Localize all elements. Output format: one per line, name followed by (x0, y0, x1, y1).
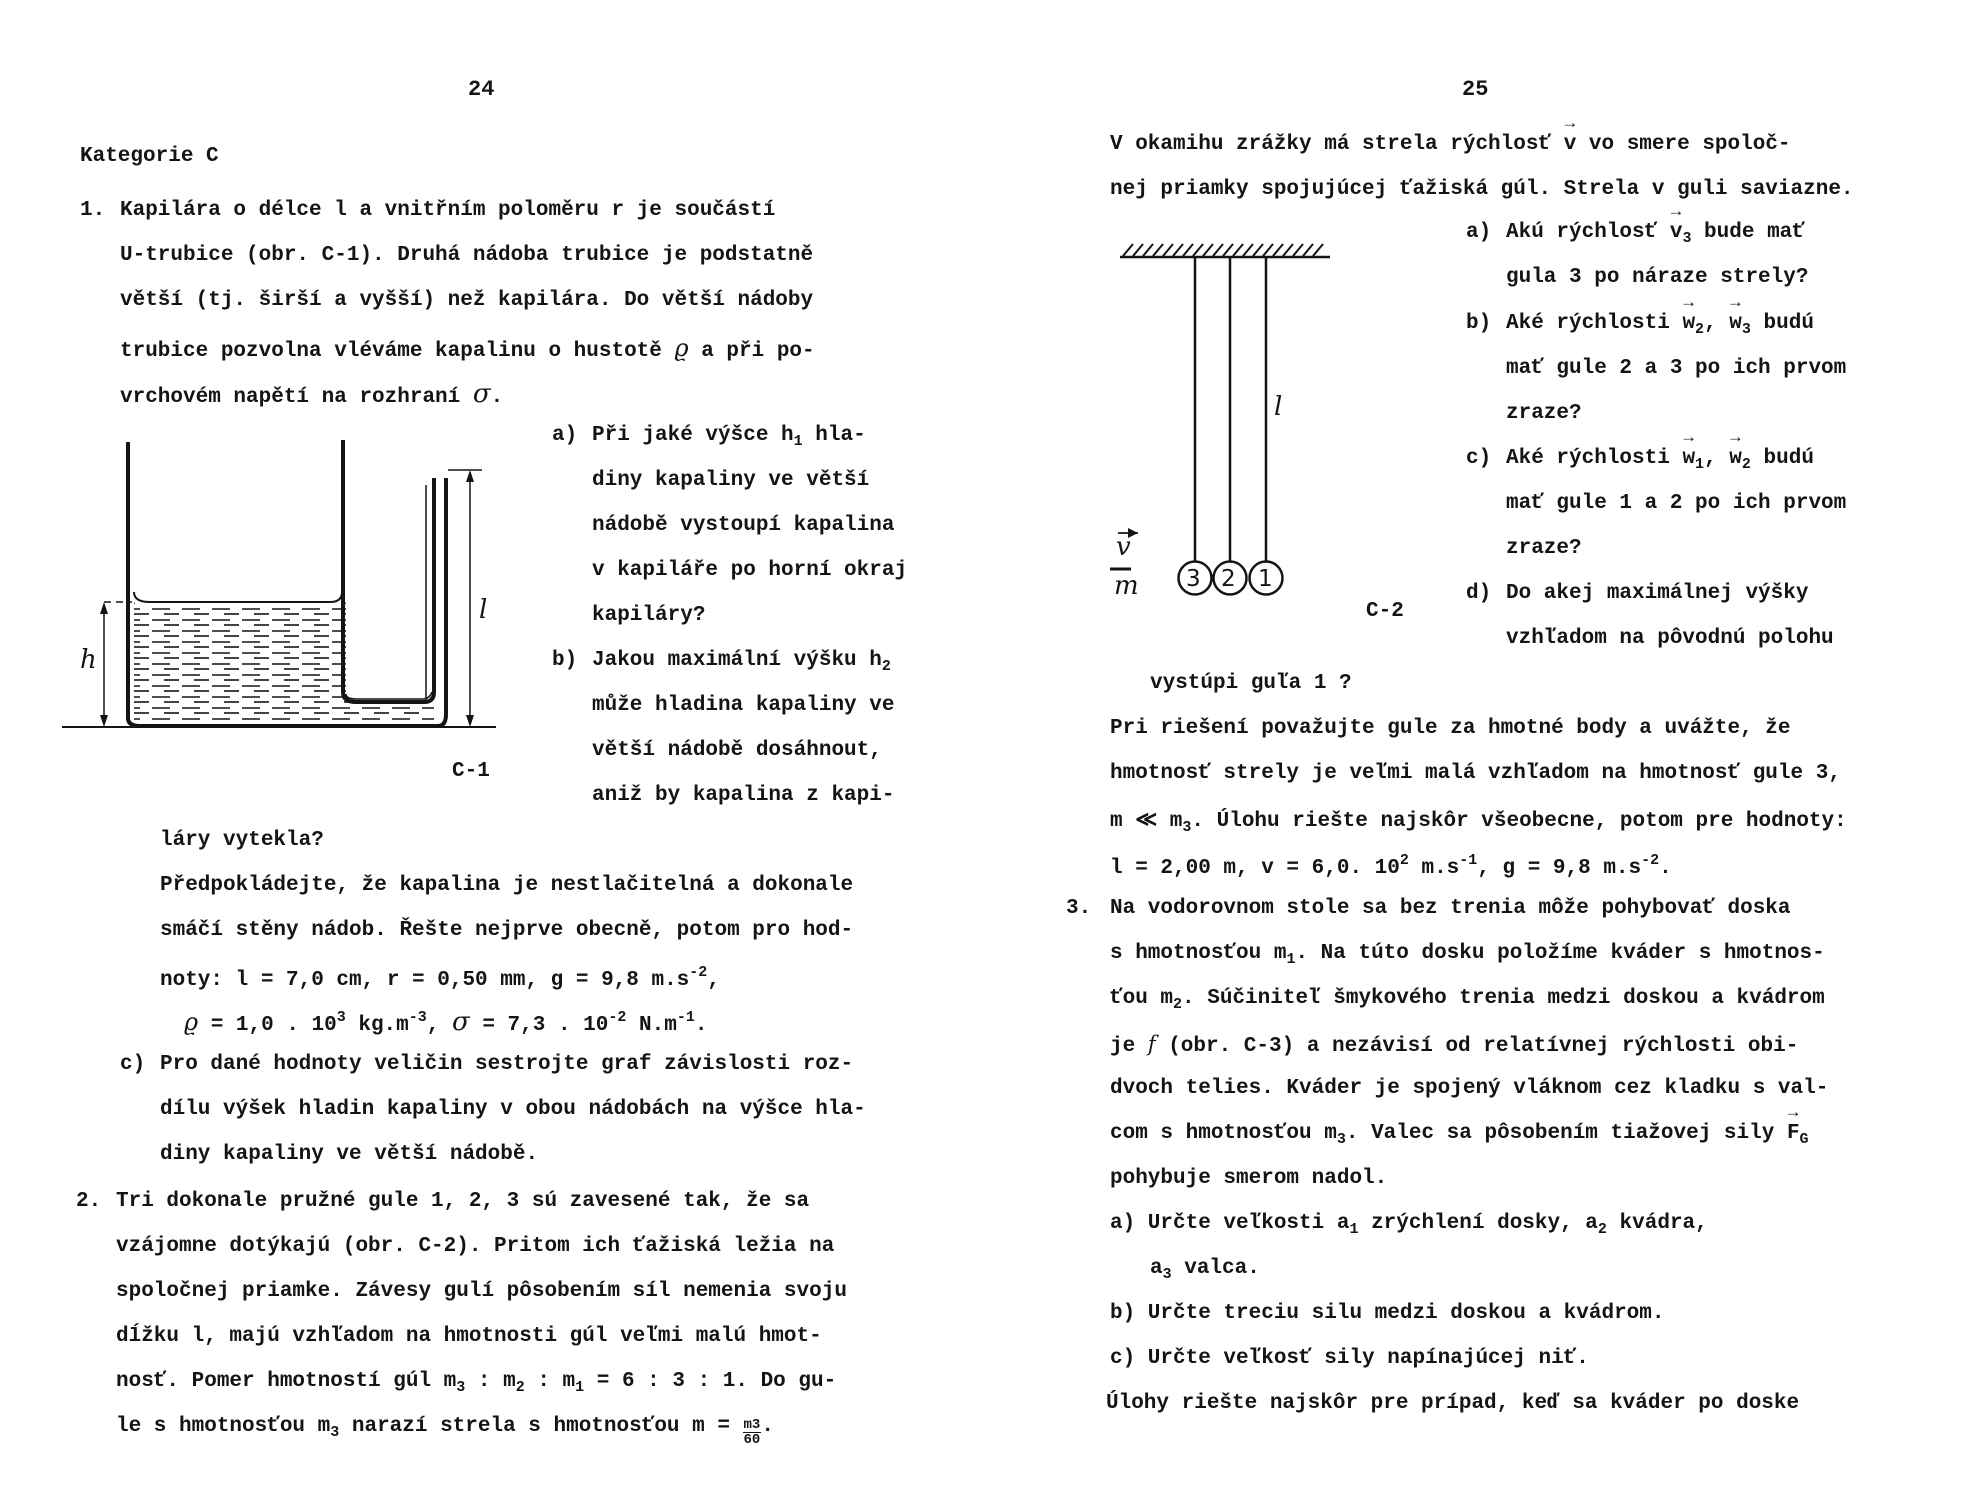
question-d-line: vystúpi guľa 1 ? (1150, 672, 1352, 695)
question-a-line: Při jaké výšce $h_1$ hla- (592, 424, 866, 450)
question-label: d) (1466, 582, 1492, 605)
problem-1-line: trubice pozvolna vléváme kapalinu o hustotě ϱ a při po- (120, 334, 815, 363)
values-line: noty: l = 7,0 cm, r = 0,50 mm, g = 9,8 $m.s^{-2}$, (160, 964, 720, 992)
figure-caption: C-1 (452, 760, 490, 783)
problem-1-line: Kapilára o délce l a vnitřním poloměru r je součástí (120, 199, 776, 222)
values-line: l = 2,00 m, v = 6,0. $10^2$ $m.s^{-1}$, g = 9,8 $m.s^{-2}$. (1110, 852, 1672, 880)
problem-1-line: U-trubice (obr. C-1). Druhá nádoba trubice je podstatně (120, 244, 814, 267)
text-line: hmotnosť strely je veľmi malá vzhľadom na hmotnosť gule 3, (1110, 762, 1841, 785)
label-l: l (479, 595, 488, 625)
problem-2-line: le s hmotnosťou $m_3$ narazí strela s hmotnosťou m = $\frac{m3}{60}$ . (116, 1415, 774, 1448)
page-number: 24 (468, 77, 495, 102)
capillary-inner-wall (343, 478, 434, 702)
label-v: v (1116, 532, 1131, 562)
question-c-line: c) Určte veľkosť sily napínajúcej niť. (1110, 1347, 1589, 1370)
problem-3-line: pohybuje smerom nadol. (1110, 1167, 1388, 1190)
question-c-line: diny kapaliny ve větší nádobě. (160, 1143, 539, 1166)
question-b-line: aniž by kapalina z kapi- (592, 784, 895, 807)
question-b-line: zraze? (1506, 402, 1582, 425)
problem-number: 2. (76, 1190, 102, 1213)
question-b-line: Aké rýchlosti → $w_2$, → $w_3$ budú (1506, 312, 1814, 338)
liquid-surface-capillary (346, 692, 432, 699)
question-b-line: může hladina kapaliny ve (592, 694, 895, 717)
assumption-line: smáčí stěny nádob. Řešte nejprve obecně, potom pro hod- (160, 919, 854, 942)
label-h: h (80, 645, 97, 675)
question-label: b) (552, 649, 578, 672)
problem-2-line: nosť. Pomer hmotností gúl $m_3$ : $m_2$ : $m_1 = 6$ : 3 : 1. Do gu- (116, 1370, 837, 1396)
question-label: a) (552, 424, 578, 447)
question-a-line: Akú rýchlosť → $v_3$ bude mať (1506, 221, 1805, 247)
problem-1-line: větší (tj. širší a vyšší) než kapilára. Do větší nádoby (120, 289, 814, 312)
text-line: Pri riešení považujte gule za hmotné body a uvážte, že (1110, 717, 1791, 740)
problem-3-line: com s hmotnosťou $m_3$. Valec sa pôsobením tiažovej sily → $F_G$ (1110, 1122, 1809, 1148)
question-d-line: vzhľadom na pôvodnú polohu (1506, 627, 1834, 650)
text-line: Úlohy riešte najskôr pre prípad, keď sa kváder po doske (1106, 1392, 1800, 1415)
problem-3-line: je f (obr. C-3) a nezávisí od relatívnej rýchlosti obi- (1110, 1032, 1799, 1058)
problem-3-line: ťou $m_2$. Súčiniteľ šmykového trenia medzi doskou a kvádrom (1110, 987, 1825, 1013)
figure-caption: C-2 (1366, 600, 1404, 623)
question-b-line: mať gule 2 a 3 po ich prvom (1506, 357, 1847, 380)
label-m: m (1114, 571, 1139, 601)
question-label: c) (1466, 447, 1492, 470)
right-page (990, 0, 1980, 1500)
question-c-line: Aké rýchlosti → $w_1$, → $w_2$ budú (1506, 447, 1814, 473)
problem-2-line: vzájomne dotýkajú (obr. C-2). Pritom ich ťažiská ležia na (116, 1235, 835, 1258)
question-a-line: kapiláry? (592, 604, 706, 627)
question-c-line: Pro dané hodnoty veličin sestrojte graf závislosti roz- (160, 1053, 854, 1076)
question-label: c) (120, 1053, 146, 1076)
question-b-line: láry vytekla? (160, 829, 324, 852)
question-a-line: diny kapaliny ve větší (592, 469, 870, 492)
page-number: 25 (1462, 77, 1489, 102)
question-b-line: větší nádobě dosáhnout, (592, 739, 882, 762)
question-label: a) (1466, 221, 1492, 244)
question-c-line: zraze? (1506, 537, 1582, 560)
problem-number: 3. (1066, 897, 1092, 920)
question-a-line: $a_3$ valca. (1150, 1257, 1260, 1283)
problem-2-line: Tri dokonale pružné gule 1, 2, 3 sú zavesené tak, že sa (116, 1190, 810, 1213)
question-b-line: Jakou maximální výšku $h_2$ (592, 649, 891, 675)
problem-3-line: Na vodorovnom stole sa bez trenia môže pohybovať doska (1110, 897, 1791, 920)
question-a-line: gula 3 po náraze strely? (1506, 266, 1809, 289)
problem-2-line: spoločnej priamke. Závesy gulí pôsobením síl nemenia svoju (116, 1280, 847, 1303)
question-b-line: b) Určte treciu silu medzi doskou a kvádrom. (1110, 1302, 1665, 1325)
label-l: l (1274, 392, 1283, 422)
question-a-line: v kapiláře po horní okraj (592, 559, 908, 582)
question-a-line: nádobě vystoupí kapalina (592, 514, 895, 537)
text-line: nej priamky spojujúcej ťažiská gúl. Strela v guli saviazne. (1110, 178, 1854, 201)
liquid-surface (134, 592, 342, 602)
section-heading: Kategorie C (80, 145, 219, 168)
mass-fraction: $\frac{m3}{60}$ (743, 1417, 761, 1448)
ball-label: 3 (1186, 566, 1201, 592)
text-line: V okamihu zrážky má strela rýchlosť → v vo smere spoloč- (1110, 133, 1791, 156)
problem-number: 1. (80, 199, 106, 222)
problem-1-line: vrchovém napětí na rozhraní σ. (120, 379, 504, 409)
question-c-line: dílu výšek hladin kapaliny v obou nádobách na výšce hla- (160, 1098, 866, 1121)
ball-label: 2 (1221, 566, 1236, 592)
question-c-line: mať gule 1 a 2 po ich prvom (1506, 492, 1847, 515)
problem-2-line: dĺžku l, majú vzhľadom na hmotnosti gúl veľmi malú hmot- (116, 1325, 822, 1348)
question-a-line: a) Určte veľkosti $a_1$ zrýchlení dosky, $a_2$ kvádra, (1110, 1212, 1708, 1238)
assumption-line: Předpokládejte, že kapalina je nestlačitelná a dokonale (160, 874, 854, 897)
text-line: m ≪ $m_3$. Úlohu riešte najskôr všeobecne, potom pre hodnoty: (1110, 810, 1847, 836)
question-d-line: Do akej maximálnej výšky (1506, 582, 1809, 605)
problem-3-line: s hmotnosťou $m_1$. Na túto dosku položíme kváder s hmotnos- (1110, 942, 1825, 968)
problem-3-line: dvoch telies. Kváder je spojený vláknom cez kladku s val- (1110, 1077, 1829, 1100)
values-line: ϱ = 1,0 . $10^3$ $kg.m^{-3}$, σ = 7,3 . $10^{-2}$ $N.m^{-1}$. (184, 1007, 708, 1037)
ball-label: 1 (1258, 566, 1273, 592)
question-label: b) (1466, 312, 1492, 335)
